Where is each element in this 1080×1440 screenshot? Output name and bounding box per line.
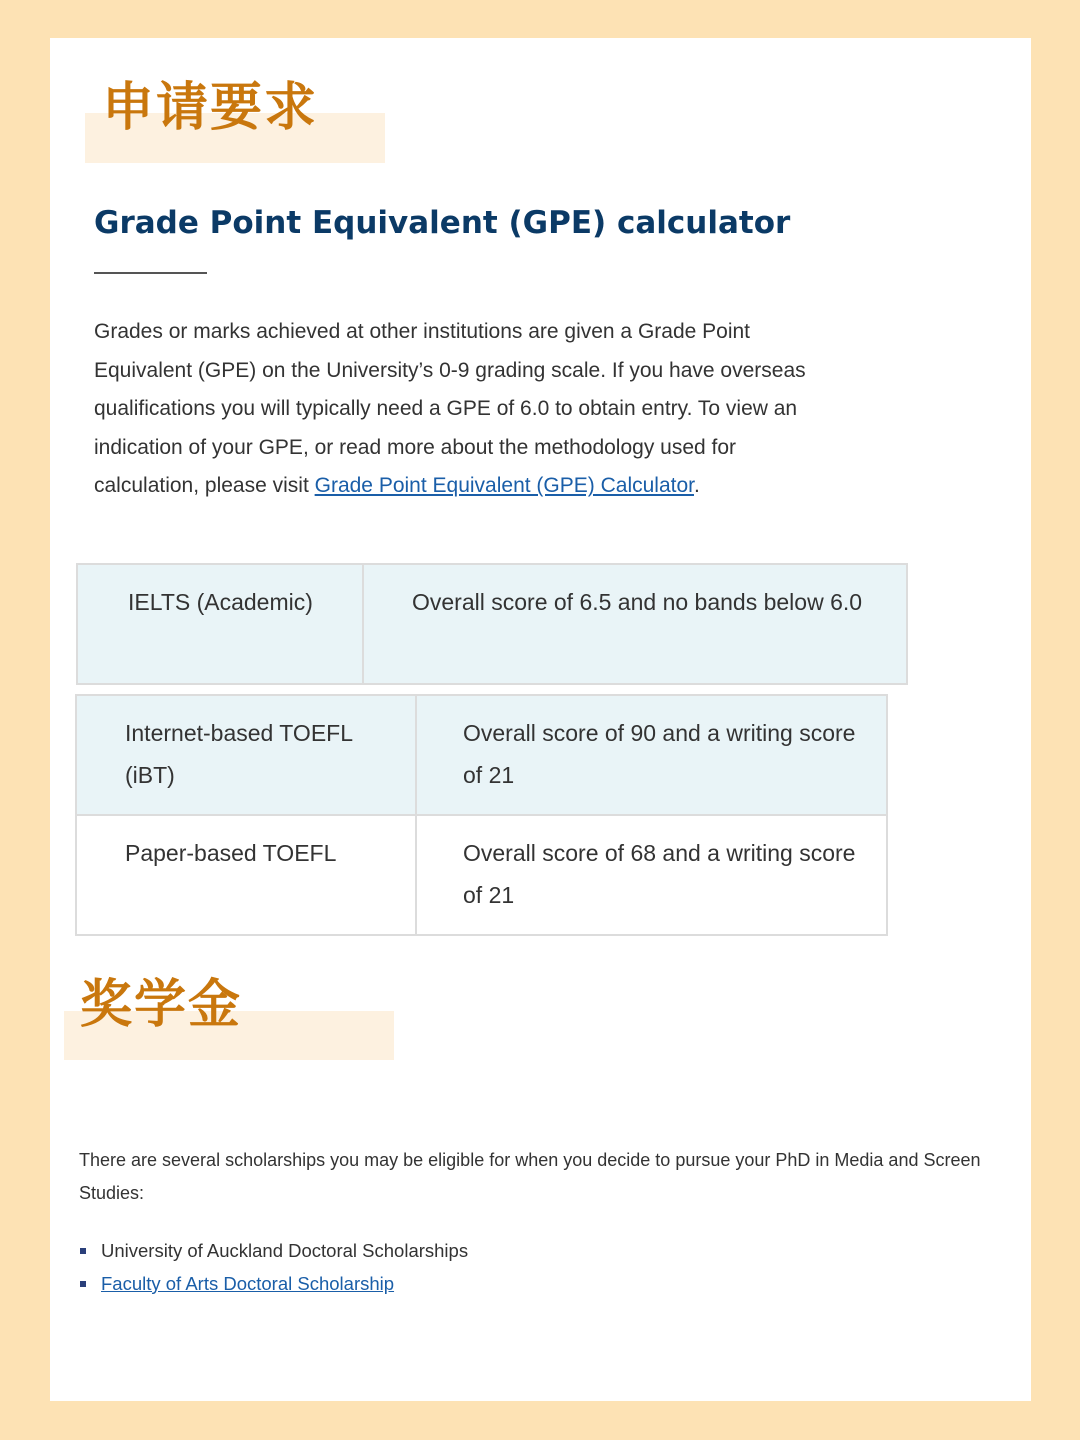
requirements-heading: 申请要求 bbox=[102, 78, 319, 138]
list-item bbox=[79, 1267, 468, 1300]
requirement-cell: Overall score of 6.5 and no bands below 6.0 bbox=[363, 564, 907, 684]
table-row bbox=[76, 695, 887, 815]
table-row bbox=[77, 564, 907, 684]
gpe-calculator-link[interactable]: Grade Point Equivalent (GPE) Calculator bbox=[314, 474, 694, 498]
content-card bbox=[50, 38, 1031, 1401]
test-name-cell: Internet-based TOEFL (iBT) bbox=[76, 695, 416, 815]
scholarship-item-label: University of Auckland Doctoral Scholarships bbox=[101, 1240, 469, 1261]
test-name-cell: Paper-based TOEFL bbox=[76, 815, 416, 935]
requirement-cell: Overall score of 90 and a writing score of 21 bbox=[416, 695, 887, 815]
gpe-paragraph-end: . bbox=[693, 474, 700, 498]
scholarship-list bbox=[79, 1234, 468, 1300]
list-item bbox=[79, 1234, 468, 1267]
bullet-icon bbox=[80, 1281, 86, 1287]
bullet-icon bbox=[80, 1248, 86, 1254]
scholarships-heading: 奖学金 bbox=[80, 975, 243, 1035]
faculty-scholarship-link[interactable]: Faculty of Arts Doctoral Scholarship bbox=[101, 1273, 395, 1294]
test-name-cell: IELTS (Academic) bbox=[77, 564, 363, 684]
requirement-cell: Overall score of 68 and a writing score of 21 bbox=[416, 815, 887, 935]
gpe-paragraph bbox=[94, 313, 834, 506]
toefl-table bbox=[75, 694, 888, 936]
ielts-table bbox=[76, 563, 908, 685]
table-row bbox=[76, 815, 887, 935]
gpe-title: Grade Point Equivalent (GPE) calculator bbox=[94, 205, 791, 241]
scholarships-intro: There are several scholarships you may be eligible for when you decide to pursue your PhD in Media and Screen Studies: bbox=[79, 1150, 981, 1203]
title-divider bbox=[94, 272, 207, 274]
gpe-paragraph-text: Grades or marks achieved at other institutions are given a Grade Point Equivalent (GPE) on the University’s 0-9 grading scale. If you have overseas qualifications you will typically need a GPE of 6.0 to obtain entry. To view an indication of your GPE, or read more about the methodology used for calculation, please visit bbox=[94, 320, 806, 498]
